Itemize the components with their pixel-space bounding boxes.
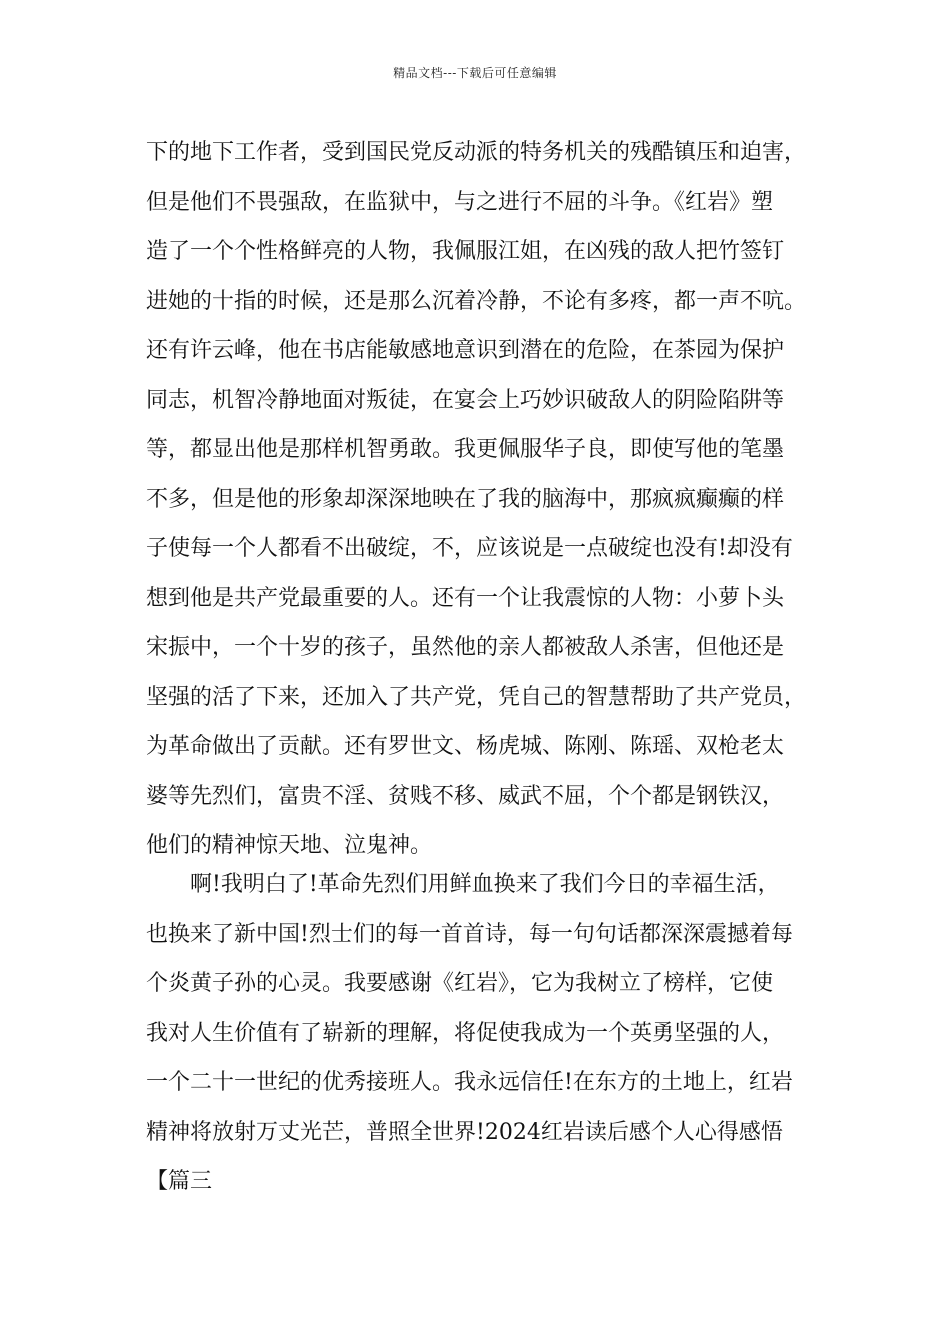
text-line: 一个二十一世纪的优秀接班人。我永远信任!在东方的土地上，红岩 — [146, 1070, 793, 1095]
text-line: 我对人生价值有了崭新的理解，将促使我成为一个英勇坚强的人， — [146, 1020, 785, 1046]
text-line: 子使每一个人都看不出破绽，不，应该说是一点破绽也没有!却没有 — [146, 536, 793, 561]
text-line: 个炎黄子孙的心灵。我要感谢《红岩》，它为我树立了榜样，它使 — [146, 971, 774, 996]
text-line: 为革命做出了贡献。还有罗世文、杨虎城、陈刚、陈瑶、双枪老太 — [146, 734, 785, 759]
section-heading: 【篇三 — [146, 1169, 213, 1194]
text-line: 但是他们不畏强敌，在监狱中，与之进行不屈的斗争。《红岩》塑 — [146, 189, 774, 215]
text-line: 婆等先烈们，富贵不淫、贫贱不移、威武不屈，个个都是钢铁汉， — [146, 783, 785, 809]
text-line: 啊!我明白了!革命先烈们用鲜血换来了我们今日的幸福生活， — [146, 872, 780, 897]
text-line: 等，都显出他是那样机智勇敢。我更佩服华子良，即使写他的笔墨 — [146, 437, 785, 462]
text-line: 下的地下工作者，受到国民党反动派的特务机关的残酷镇压和迫害， — [146, 140, 807, 165]
text-line: 想到他是共产党最重要的人。还有一个让我震惊的人物：小萝卜头 — [146, 585, 785, 611]
paragraph-1 — [146, 128, 836, 871]
text-line: 还有许云峰，他在书店能敏感地意识到潜在的危险，在茶园为保护 — [146, 338, 785, 363]
text-line: 造了一个个性格鲜亮的人物，我佩服江姐，在凶残的敌人把竹签钉 — [146, 239, 785, 264]
text-line: 精神将放射万丈光芒，普照全世界!2024红岩读后感个人心得感悟 — [146, 1119, 783, 1145]
paragraph-2 — [146, 860, 836, 1207]
text-line: 宋振中，一个十岁的孩子，虽然他的亲人都被敌人杀害，但他还是 — [146, 635, 785, 660]
page-header: 精品文档---下载后可任意编辑 — [393, 66, 557, 80]
text-line: 坚强的活了下来，还加入了共产党，凭自己的智慧帮助了共产党员， — [146, 684, 807, 710]
text-line: 进她的十指的时候，还是那么沉着冷静，不论有多疼，都一声不吭。 — [146, 288, 807, 314]
text-line: 同志，机智冷静地面对叛徒，在宴会上巧妙识破敌人的阴险陷阱等 — [146, 387, 785, 413]
text-line: 他们的精神惊天地、泣鬼神。 — [146, 833, 433, 858]
text-line: 也换来了新中国!烈士们的每一首首诗，每一句句话都深深震撼着每 — [146, 921, 793, 947]
text-line: 不多，但是他的形象却深深地映在了我的脑海中，那疯疯癫癫的样 — [146, 486, 785, 512]
